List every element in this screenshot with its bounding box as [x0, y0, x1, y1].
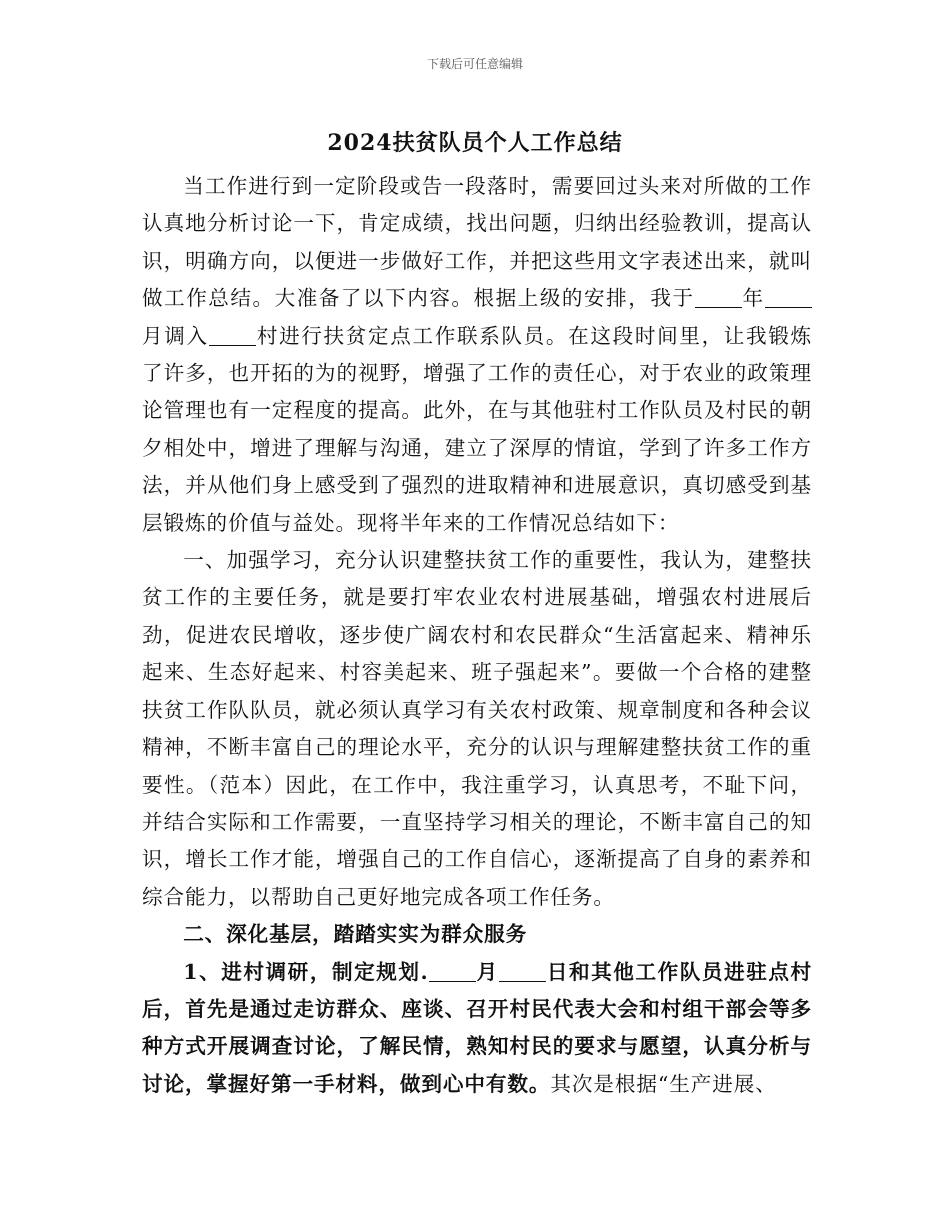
blank-day	[499, 960, 546, 982]
document-title: 2024扶贫队员个人工作总结	[327, 130, 623, 156]
paragraph-item-one-text-b: 月	[476, 959, 499, 984]
paragraph-intro-text-b: 年	[741, 286, 765, 311]
blank-year	[695, 287, 742, 309]
document-body	[142, 168, 812, 1103]
paragraph-item-one-text-d: 其次是根据“生产进展、	[550, 1071, 777, 1096]
paragraph-intro	[142, 168, 812, 542]
paragraph-item-one-text-a: 1、进村调研，制定规划.	[183, 959, 429, 984]
blank-month	[765, 287, 812, 309]
paragraph-intro-text-c: 月调入	[142, 323, 209, 348]
paragraph-section-one: 一、加强学习，充分认识建整扶贫工作的重要性，我认为，建整扶贫工作的主要任务，就是要打牢农业农村进展基础，增强农村进展后劲，促进农民增收，逐步使广阔农村和农民群众“生活富起来、精神乐起来、生态好起来、村容美起来、班子强起来”。要做一个合格的建整扶贫工作队队员，就必须认真学习有关农村政策、规章制度和各种会议精神，不断丰富自己的理论水平，充分的认识与理解建整扶贫工作的重要性。（范本）因此，在工作中，我注重学习，认真思考，不耻下问，并结合实际和工作需要，一直坚持学习相关的理论，不断丰富自己的知识，增长工作才能，增强自己的工作自信心，逐渐提高了自身的素养和综合能力，以帮助自己更好地完成各项工作任务。	[142, 548, 812, 909]
section-heading-two: 二、深化基层，踏踏实实为群众服务	[183, 922, 528, 947]
paragraph-intro-text-a: 当工作进行到一定阶段或告一段落时，需要回过头来对所做的工作认真地分析讨论一下，肯定成绩，找出问题，归纳出经验教训，提高认识，明确方向，以便进一步做好工作，并把这些用文字表述出来，就叫做工作总结。大准备了以下内容。根据上级的安排，我于	[142, 174, 812, 311]
paragraph-intro-text-d: 村进行扶贫定点工作联系队员。在这段时间里，让我锻炼了许多，也开拓的为的视野，增强了工作的责任心，对于农业的政策理论管理也有一定程度的提高。此外，在与其他驻村工作队员及村民的朝夕相处中，增进了理解与沟通，建立了深厚的情谊，学到了许多工作方法，并从他们身上感受到了强烈的进取精神和进展意识，真切感受到基层锻炼的价值与益处。现将半年来的工作情况总结如下：	[142, 323, 813, 535]
paragraph-item-one-text-c: 日和其他工作队员进驻点村后，首先是通过走访群众、座谈、召开村民代表大会和村组干部会等多种方式开展调查讨论，了解民情，熟知村民的要求与愿望，认真分析与讨论，掌握好第一手材料，做到心中有数。	[142, 959, 812, 1096]
header-note: 下载后可任意编辑	[426, 57, 523, 71]
paragraph-item-one	[142, 954, 812, 1104]
blank-month-2	[429, 960, 476, 982]
blank-village	[209, 324, 256, 346]
